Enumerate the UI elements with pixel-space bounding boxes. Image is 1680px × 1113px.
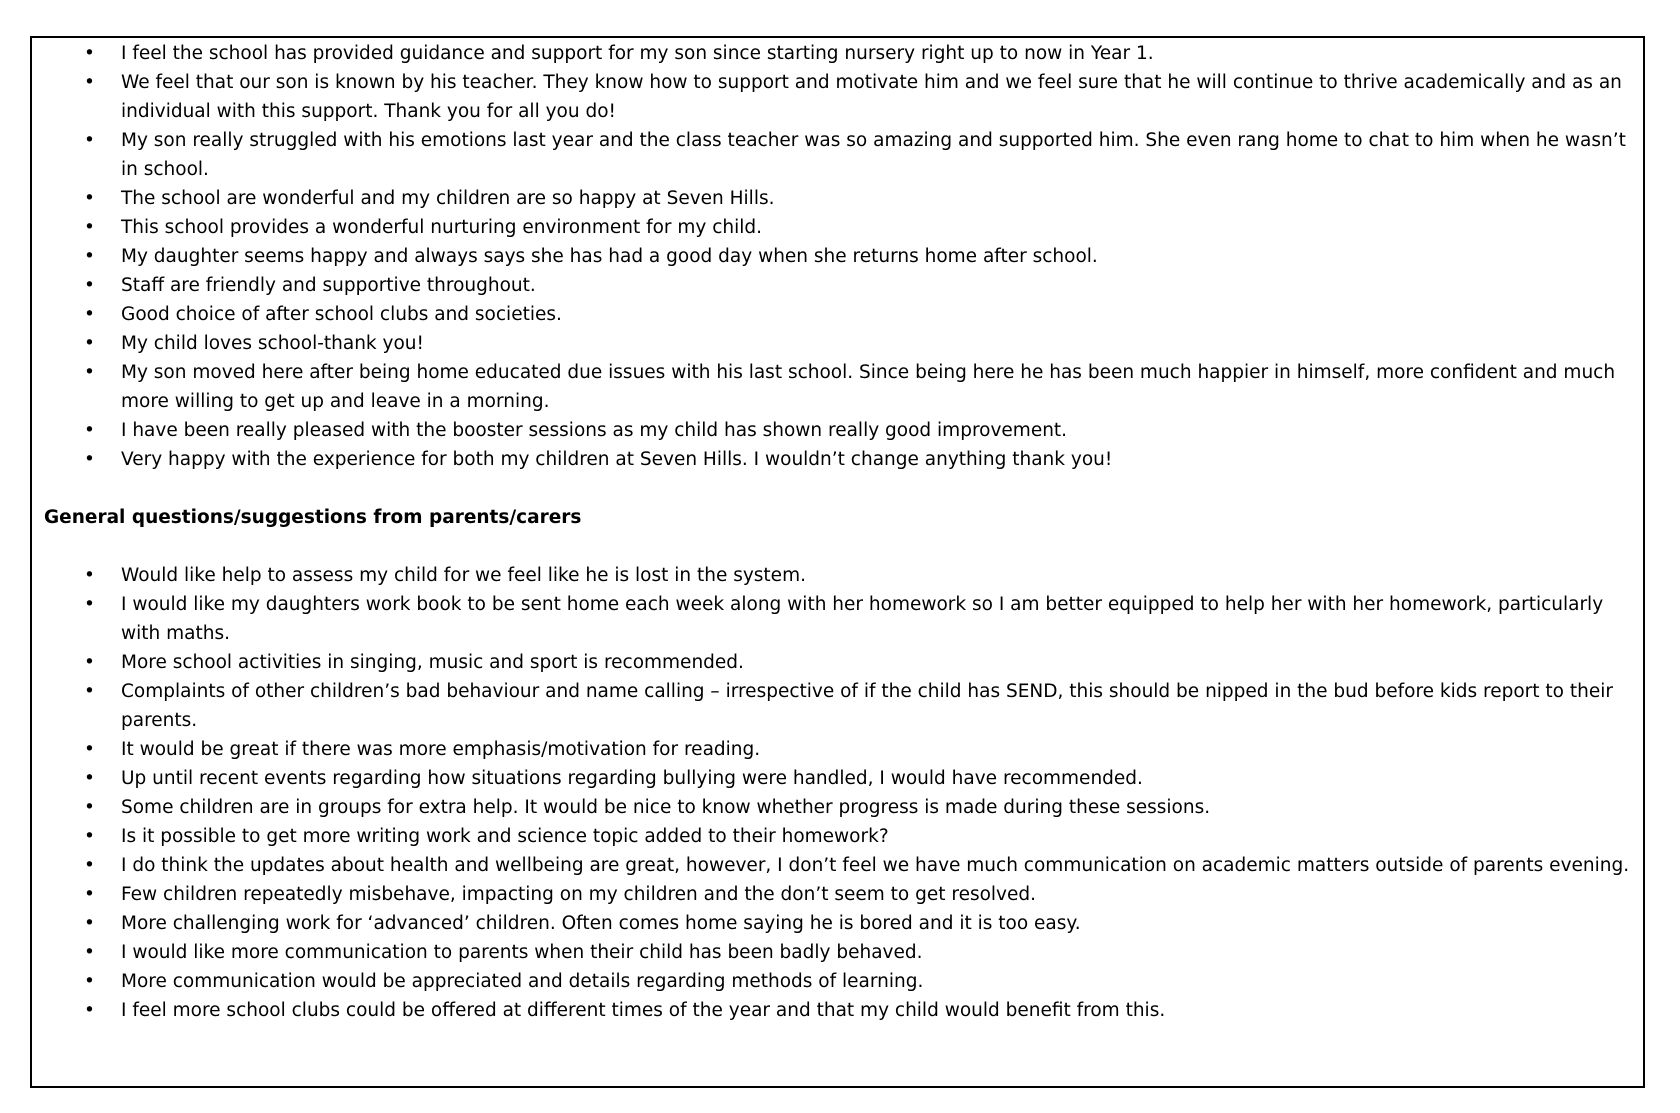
list-item-text: Up until recent events regarding how situations regarding bullying were handled, I would have recommended.	[121, 768, 1143, 789]
bullet-icon: •	[84, 188, 95, 209]
list-item-text: More communication would be appreciated and details regarding methods of learning.	[121, 971, 924, 992]
list-item-text: My child loves school-thank you!	[121, 333, 424, 354]
list-item-text: Staff are friendly and supportive throughout.	[121, 275, 536, 296]
list-item-text: I do think the updates about health and wellbeing are great, however, I don’t feel we have much communication on academic matters outside of parents evening.	[121, 855, 1630, 876]
list-item	[32, 329, 1643, 358]
list-item-text: Good choice of after school clubs and societies.	[121, 304, 562, 325]
bullet-icon: •	[84, 43, 95, 64]
bullet-icon: •	[84, 304, 95, 325]
bullet-icon: •	[84, 826, 95, 847]
bullet-icon: •	[84, 681, 95, 702]
bullet-icon: •	[84, 420, 95, 441]
suggestions-list	[32, 561, 1643, 1025]
list-item	[32, 648, 1643, 677]
list-item	[32, 909, 1643, 938]
list-item	[32, 39, 1643, 68]
list-item-text: My daughter seems happy and always says she has had a good day when she returns home after school.	[121, 246, 1098, 267]
list-item-text: This school provides a wonderful nurturing environment for my child.	[121, 217, 763, 238]
list-item	[32, 851, 1643, 880]
list-item-text: I would like more communication to parents when their child has been badly behaved.	[121, 942, 923, 963]
bullet-icon: •	[84, 275, 95, 296]
list-item	[32, 68, 1643, 126]
list-item	[32, 677, 1643, 735]
list-item	[32, 126, 1643, 184]
list-item-text: The school are wonderful and my children are so happy at Seven Hills.	[121, 188, 775, 209]
list-item	[32, 938, 1643, 967]
bullet-icon: •	[84, 797, 95, 818]
list-item	[32, 445, 1643, 474]
list-item	[32, 184, 1643, 213]
list-item	[32, 242, 1643, 271]
list-item-text: More challenging work for ‘advanced’ children. Often comes home saying he is bored and it is too easy.	[121, 913, 1081, 934]
list-item	[32, 735, 1643, 764]
list-item	[32, 822, 1643, 851]
list-item-text: I have been really pleased with the booster sessions as my child has shown really good improvement.	[121, 420, 1068, 441]
list-item	[32, 880, 1643, 909]
bullet-icon: •	[84, 333, 95, 354]
list-item-text: We feel that our son is known by his teacher. They know how to support and motivate him and we feel sure that he will continue to thrive academically and as an individual with this support. Thank you for all you do!	[121, 72, 1622, 122]
list-item-text: Would like help to assess my child for we feel like he is lost in the system.	[121, 565, 806, 586]
bullet-icon: •	[84, 594, 95, 615]
list-item	[32, 358, 1643, 416]
bullet-icon: •	[84, 652, 95, 673]
list-item-text: More school activities in singing, music and sport is recommended.	[121, 652, 744, 673]
bullet-icon: •	[84, 971, 95, 992]
document-box	[30, 36, 1645, 1088]
list-item-text: My son really struggled with his emotions last year and the class teacher was so amazing and supported him. She even rang home to chat to him when he wasn’t in school.	[121, 130, 1626, 180]
list-item	[32, 213, 1643, 242]
list-item-text: I would like my daughters work book to be sent home each week along with her homework so I am better equipped to help her with her homework, particularly with maths.	[121, 594, 1604, 644]
bullet-icon: •	[84, 130, 95, 151]
bullet-icon: •	[84, 217, 95, 238]
list-item-text: Complaints of other children’s bad behaviour and name calling – irrespective of if the child has SEND, this should be nipped in the bud before kids report to their parents.	[121, 681, 1613, 731]
list-item	[32, 996, 1643, 1025]
list-item-text: I feel more school clubs could be offered at different times of the year and that my child would benefit from this.	[121, 1000, 1166, 1021]
list-item	[32, 271, 1643, 300]
bullet-icon: •	[84, 913, 95, 934]
bullet-icon: •	[84, 1000, 95, 1021]
bullet-icon: •	[84, 942, 95, 963]
bullet-icon: •	[84, 449, 95, 470]
bullet-icon: •	[84, 768, 95, 789]
list-item-text: Few children repeatedly misbehave, impacting on my children and the don’t seem to get resolved.	[121, 884, 1037, 905]
list-item-text: Very happy with the experience for both my children at Seven Hills. I wouldn’t change anything thank you!	[121, 449, 1113, 470]
bullet-icon: •	[84, 72, 95, 93]
bullet-icon: •	[84, 565, 95, 586]
list-item	[32, 590, 1643, 648]
list-item	[32, 793, 1643, 822]
bullet-icon: •	[84, 246, 95, 267]
list-item	[32, 967, 1643, 996]
bullet-icon: •	[84, 855, 95, 876]
list-item-text: It would be great if there was more emphasis/motivation for reading.	[121, 739, 761, 760]
list-item	[32, 764, 1643, 793]
bullet-icon: •	[84, 884, 95, 905]
list-item-text: Some children are in groups for extra help. It would be nice to know whether progress is made during these sessions.	[121, 797, 1211, 818]
section-heading: General questions/suggestions from parents/carers	[44, 507, 582, 528]
list-item-text: Is it possible to get more writing work and science topic added to their homework?	[121, 826, 889, 847]
list-item	[32, 300, 1643, 329]
list-item-text: I feel the school has provided guidance and support for my son since starting nursery right up to now in Year 1.	[121, 43, 1154, 64]
list-item	[32, 561, 1643, 590]
bullet-icon: •	[84, 362, 95, 383]
positive-comments-list	[32, 38, 1643, 474]
bullet-icon: •	[84, 739, 95, 760]
list-item	[32, 416, 1643, 445]
list-item-text: My son moved here after being home educated due issues with his last school. Since being here he has been much happier in himself, more confident and much more willing to get up and leave in a morning.	[121, 362, 1616, 412]
